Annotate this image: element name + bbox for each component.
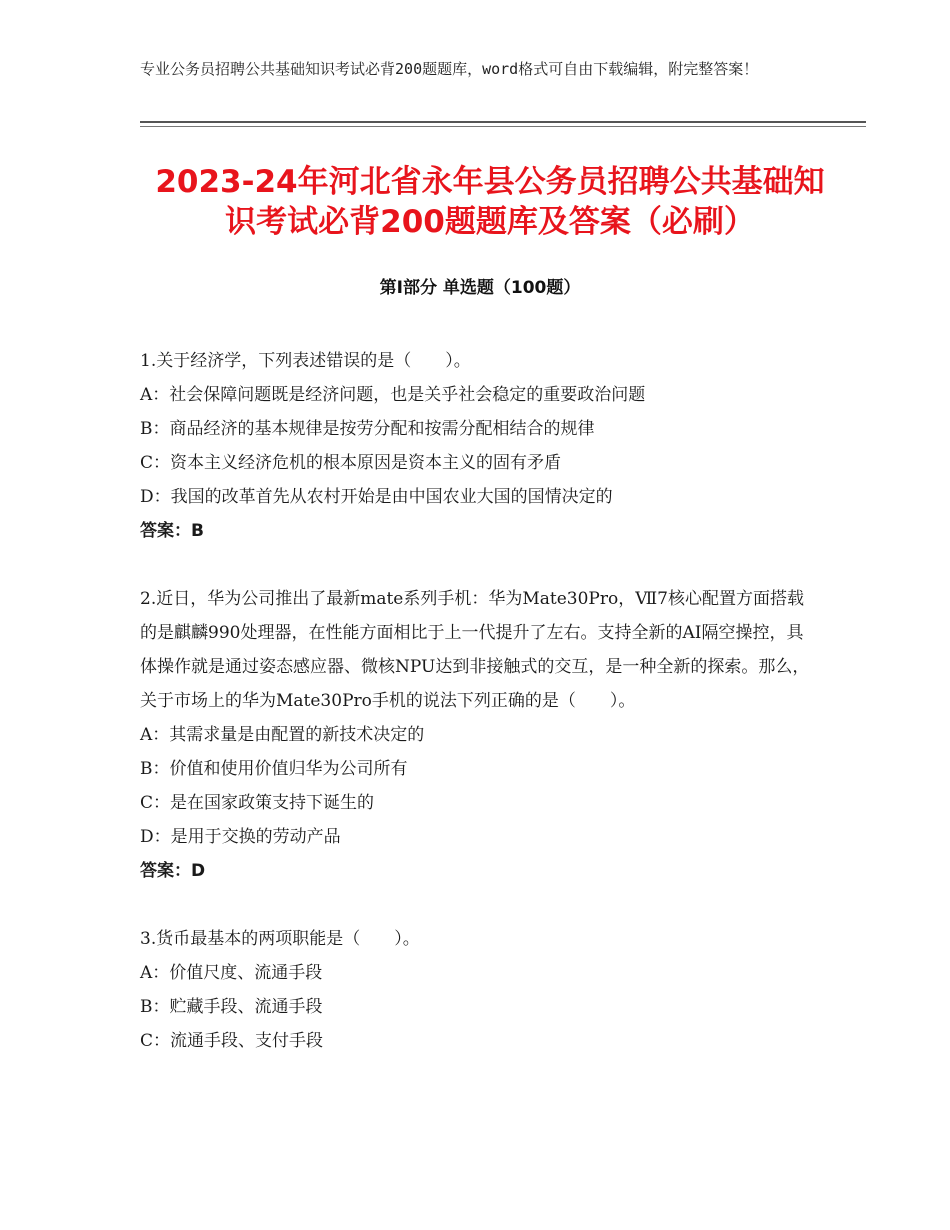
option-d: D：我国的改革首先从农村开始是由中国农业大国的国情决定的: [140, 487, 613, 507]
document-title: 2023-24年河北省永年县公务员招聘公共基础知识考试必背200题题库及答案（必刷）: [155, 164, 825, 240]
option-a: A：价值尺度、流通手段: [140, 963, 323, 983]
option-b: B：贮藏手段、流通手段: [140, 997, 323, 1017]
header-note: 专业公务员招聘公共基础知识考试必背200题题库，word格式可自由下载编辑，附完整答案！: [140, 60, 759, 78]
question-stem: 1.关于经济学，下列表述错误的是（ ）。: [140, 351, 471, 371]
question-1: [140, 344, 810, 548]
question-stem: 2.近日，华为公司推出了最新mate系列手机：华为Mate30Pro，Ⅶ7核心配置方面搭载的是麒麟990处理器，在性能方面相比于上一代提升了左右。支持全新的AI隔空操控，具体操作就是通过姿态感应器、微核NPU达到非接触式的交互，是一种全新的探索。那么，关于市场上的华为Mate30Pro手机的说法下列正确的是（ ）。: [140, 589, 810, 711]
option-a: A：其需求量是由配置的新技术决定的: [140, 725, 425, 745]
section-title: 第Ⅰ部分 单选题（100题）: [379, 278, 581, 298]
question-stem: 3.货币最基本的两项职能是（ ）。: [140, 929, 420, 949]
header-divider-thin: [140, 126, 866, 127]
option-c: C：流通手段、支付手段: [140, 1031, 324, 1051]
option-d: D：是用于交换的劳动产品: [140, 827, 341, 847]
option-c: C：是在国家政策支持下诞生的: [140, 793, 375, 813]
option-c: C：资本主义经济危机的根本原因是资本主义的固有矛盾: [140, 453, 562, 473]
answer: 答案：D: [140, 861, 206, 881]
option-b: B：商品经济的基本规律是按劳分配和按需分配相结合的规律: [140, 419, 595, 439]
question-list: [140, 344, 810, 1092]
header-divider-thick: [140, 121, 866, 123]
option-a: A：社会保障问题既是经济问题，也是关乎社会稳定的重要政治问题: [140, 385, 646, 405]
question-3: [140, 922, 810, 1058]
option-b: B：价值和使用价值归华为公司所有: [140, 759, 408, 779]
question-2: [140, 582, 810, 888]
answer: 答案：B: [140, 521, 204, 541]
